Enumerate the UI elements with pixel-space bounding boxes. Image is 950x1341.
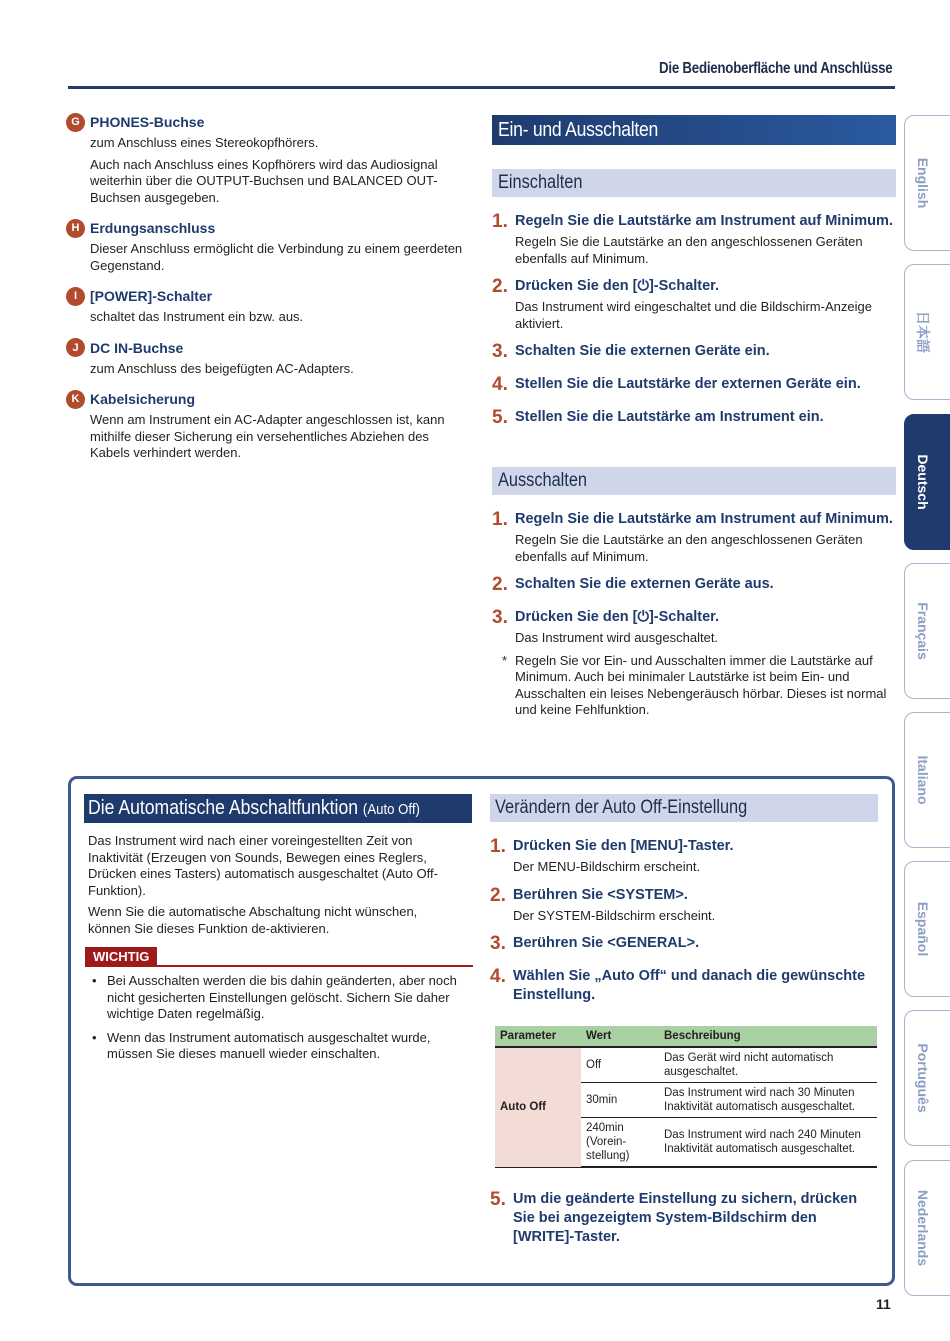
feature-title: Kabelsicherung — [90, 391, 196, 407]
language-tab-label: Deutsch — [915, 454, 931, 510]
step-number: 5. — [490, 1189, 506, 1210]
step-item — [490, 886, 878, 925]
step-item — [492, 608, 896, 647]
step-number: 2. — [492, 276, 508, 297]
step-title: Schalten Sie die externen Geräte ein. — [515, 343, 770, 359]
feature-letter-badge: K — [66, 390, 85, 409]
step-item — [492, 510, 896, 565]
language-tab-espanol[interactable] — [904, 861, 950, 997]
step-item — [492, 408, 896, 428]
feature-text: zum Anschluss eines Stereokopfhörers. — [90, 135, 319, 150]
feature-letter-badge: J — [66, 338, 85, 357]
table-header: Beschreibung — [659, 1026, 877, 1047]
step-item — [492, 342, 896, 362]
change-auto-off-title-text: Verändern der Auto Off-Einstellung — [495, 797, 748, 818]
step-item — [492, 277, 896, 332]
subsection-title-power-off — [492, 467, 896, 495]
step-title: Berühren Sie <GENERAL>. — [513, 935, 700, 951]
language-tab-nederlands[interactable] — [904, 1160, 950, 1296]
feature-text: schaltet das Instrument ein bzw. aus. — [90, 309, 304, 324]
step-desc: Der SYSTEM-Bildschirm erscheint. — [513, 907, 716, 923]
subsection-title-text: Einschalten — [498, 172, 583, 193]
step-title: Drücken Sie den [⏻]-Schalter. — [515, 278, 720, 294]
language-tab-english[interactable] — [904, 115, 950, 251]
table-cell-param: Auto Off — [495, 1047, 581, 1167]
step-title: Stellen Sie die Lautstärke der externen Geräte ein. — [515, 376, 861, 392]
step-title: Wählen Sie „Auto Off“ und danach die gewünschte Einstellung. — [513, 968, 866, 1003]
note — [502, 653, 896, 719]
feature-title: [POWER]-Schalter — [90, 288, 213, 304]
feature-item — [66, 218, 466, 274]
feature-item — [66, 112, 466, 206]
feature-list — [66, 112, 466, 474]
bullet-text: Bei Ausschalten werden die bis dahin geänderten, aber noch nicht gesicherten Einstellungen gelöscht. Sichern Sie daher wichtige Daten regelmäßig. — [107, 973, 457, 1021]
page-number: 11 — [876, 1296, 891, 1312]
auto-off-title — [84, 794, 472, 823]
language-tab-label: 日本語 — [915, 311, 931, 353]
step-number: 1. — [490, 836, 506, 857]
step-desc: Das Instrument wird ausgeschaltet. — [515, 630, 719, 645]
language-tab-deutsch[interactable] — [904, 414, 950, 550]
step-title: Um die geänderte Einstellung zu sichern, drücken Sie bei angezeigtem System-Bildschirm den [WRITE]-Taster. — [513, 1191, 858, 1245]
note-text: Regeln Sie vor Ein- und Ausschalten immer die Lautstärke auf Minimum. Auch bei minimaler Lautstärke ist beim Ein- und Ausschalten ein leises Nebengeräusch hörbar. Dieses ist normal und keine Fehlfunktion. — [515, 652, 887, 717]
page-header-title: Die Bedienoberfläche und Anschlüsse — [658, 60, 892, 77]
important-heading — [85, 947, 473, 967]
step-desc: Regeln Sie die Lautstärke an den angeschlossenen Geräten ebenfalls auf Minimum. — [515, 532, 863, 564]
step-desc: Der MENU-Bildschirm erscheint. — [513, 859, 701, 874]
step-item — [492, 375, 896, 395]
step-number: 3. — [492, 607, 508, 628]
step-number: 1. — [492, 509, 508, 530]
power-off-steps — [492, 510, 896, 719]
feature-letter-badge: G — [66, 113, 85, 132]
list-item — [92, 1030, 467, 1063]
step-number: 4. — [490, 966, 506, 987]
step-title: Berühren Sie <SYSTEM>. — [513, 886, 688, 903]
table-header: Wert — [581, 1026, 659, 1047]
power-on-steps — [492, 212, 896, 438]
table-cell-desc: Das Gerät wird nicht automatisch ausgeschaltet. — [659, 1047, 877, 1083]
step-item — [492, 575, 896, 595]
auto-off-text: Das Instrument wird nach einer voreingestellten Zeit von Inaktivität (Erzeugen von Sounds, Bewegen eines Reglers, Drücken eines Tasters) automatisch ausgeschaltet (Auto Off-Funktion). — [88, 833, 438, 898]
step-title: Regeln Sie die Lautstärke am Instrument auf Minimum. — [515, 213, 893, 229]
feature-item — [66, 338, 466, 378]
auto-off-description — [88, 833, 458, 937]
step-title: Schalten Sie die externen Geräte aus. — [515, 576, 774, 592]
feature-text: Wenn am Instrument ein AC-Adapter angeschlossen ist, kann mithilfe dieser Sicherung ein versehentliches Abziehen des Kabels verhindert werden. — [90, 412, 445, 460]
table-cell-value: 240min (Vorein-stellung) — [581, 1118, 659, 1168]
step-item — [492, 212, 896, 267]
auto-off-title-small: (Auto Off) — [362, 801, 420, 818]
step-title: Stellen Sie die Lautstärke am Instrument ein. — [515, 409, 824, 425]
feature-letter-badge: I — [66, 287, 85, 306]
language-tab-label: Italiano — [915, 755, 931, 805]
feature-title: PHONES-Buchse — [90, 114, 205, 130]
step-number: 5. — [492, 407, 508, 428]
feature-title: DC IN-Buchse — [90, 339, 184, 356]
section-title-power — [492, 115, 896, 145]
feature-item — [66, 389, 466, 462]
auto-off-title-text: Die Automatische Abschaltfunktion — [88, 797, 359, 819]
feature-text: zum Anschluss des beigefügten AC-Adapters. — [90, 360, 354, 376]
language-tab-label: Español — [915, 901, 931, 957]
header-rule — [68, 86, 895, 89]
list-item — [92, 973, 467, 1023]
change-final-step — [490, 1190, 878, 1257]
feature-title: Erdungsanschluss — [90, 220, 216, 236]
step-number: 1. — [492, 211, 508, 232]
feature-item — [66, 286, 466, 326]
step-number: 3. — [492, 341, 508, 362]
language-tab-japanese[interactable] — [904, 264, 950, 400]
feature-text: Auch nach Anschluss eines Kopfhörers wird das Audiosignal weiterhin über die OUTPUT-Buchsen und BALANCED OUT-Buchsen ausgegeben. — [90, 156, 438, 205]
language-tab-label: Português — [915, 1043, 931, 1113]
step-desc: Das Instrument wird eingeschaltet und die Bildschirm-Anzeige aktiviert. — [515, 299, 872, 331]
language-tab-portugues[interactable] — [904, 1010, 950, 1146]
step-number: 4. — [492, 374, 508, 395]
bullet-text: Wenn das Instrument automatisch ausgeschaltet wurde, müssen Sie dieses manuell wieder einschalten. — [107, 1029, 431, 1061]
auto-off-parameter-table — [495, 1026, 877, 1168]
section-title-text: Ein- und Ausschalten — [498, 119, 659, 141]
language-tab-francais[interactable] — [904, 563, 950, 699]
step-item — [490, 837, 878, 876]
table-row — [495, 1047, 877, 1083]
change-steps — [490, 837, 878, 1015]
important-label: WICHTIG — [85, 947, 157, 967]
language-tab-italiano[interactable] — [904, 712, 950, 848]
step-number: 3. — [490, 933, 506, 954]
step-title: Drücken Sie den [MENU]-Taster. — [513, 838, 734, 854]
table-cell-value: Off — [581, 1047, 659, 1083]
subsection-title-text: Ausschalten — [498, 470, 588, 491]
step-title: Regeln Sie die Lautstärke am Instrument auf Minimum. — [515, 511, 893, 527]
table-cell-value: 30min — [581, 1083, 659, 1118]
step-number: 2. — [490, 884, 506, 906]
step-number: 2. — [492, 574, 508, 595]
subsection-title-power-on — [492, 169, 896, 197]
step-item — [490, 934, 878, 954]
important-list — [92, 973, 467, 1070]
feature-text: Dieser Anschluss ermöglicht die Verbindung zu einem geerdeten Gegenstand. — [90, 241, 463, 273]
change-auto-off-title — [490, 794, 878, 822]
language-tab-label: Nederlands — [915, 1189, 931, 1267]
language-tab-label: Français — [915, 602, 931, 660]
step-item — [490, 967, 878, 1005]
note-mark: * — [502, 652, 508, 668]
language-tab-label: English — [915, 157, 931, 209]
step-desc: Regeln Sie die Lautstärke an den angeschlossenen Geräten ebenfalls auf Minimum. — [515, 234, 863, 266]
table-cell-desc: Das Instrument wird nach 30 Minuten Inaktivität automatisch ausgeschaltet. — [659, 1083, 877, 1118]
feature-letter-badge: H — [66, 219, 85, 238]
table-header: Parameter — [495, 1026, 581, 1047]
step-item — [490, 1190, 878, 1247]
bullet-mark: • — [92, 973, 97, 988]
table-header-row — [495, 1026, 877, 1047]
step-title: Drücken Sie den [⏻]-Schalter. — [515, 609, 720, 625]
table-cell-desc: Das Instrument wird nach 240 Minuten Inaktivität automatisch ausgeschaltet. — [659, 1118, 877, 1168]
auto-off-text: Wenn Sie die automatische Abschaltung nicht wünschen, können Sie dieses Funktion de-aktivieren. — [88, 904, 418, 936]
bullet-mark: • — [92, 1029, 97, 1045]
